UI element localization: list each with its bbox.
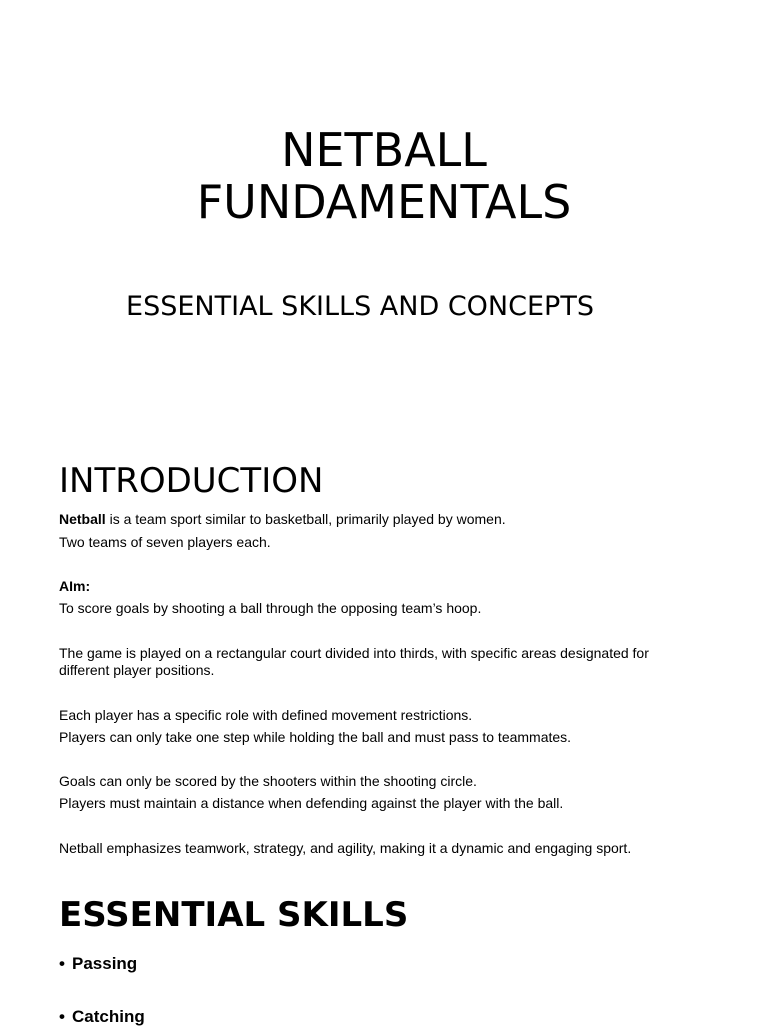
intro-line-1 (59, 511, 699, 528)
title-line-2: FUNDAMENTALS (196, 175, 572, 229)
introduction-heading: INTRODUCTION (59, 461, 324, 501)
title-line-1: NETBALL (281, 123, 487, 177)
aim-label: AIm: (59, 578, 91, 594)
court-text: The game is played on a rectangular court divided into thirds, with specific areas designated for different player positions. (59, 645, 649, 678)
list-item-label: Passing (72, 954, 138, 973)
goals-line-2: Players must maintain a distance when defending against the player with the ball. (59, 795, 564, 811)
goals-line-1: Goals can only be scored by the shooters within the shooting circle. (59, 773, 477, 789)
aim-text: To score goals by shooting a ball through the opposing team’s hoop. (59, 600, 482, 616)
intro-line-1-rest: is a team sport similar to basketball, primarily played by women. (105, 511, 506, 527)
essential-skills-heading: ESSENTIAL SKILLS (59, 895, 409, 935)
bullet-icon: • (59, 1007, 65, 1026)
list-item-label: Catching (72, 1007, 145, 1026)
bullet-icon: • (59, 954, 65, 973)
netball-bold-word: Netball (59, 511, 106, 527)
role-line-1: Each player has a specific role with defined movement restrictions. (59, 707, 473, 723)
document-subtitle: ESSENTIAL SKILLS AND CONCEPTS (126, 291, 594, 322)
document-title (0, 124, 768, 228)
list-item (59, 1006, 145, 1028)
list-item (59, 953, 137, 975)
intro-line-2: Two teams of seven players each. (59, 534, 271, 550)
role-line-2: Players can only take one step while holding the ball and must pass to teammates. (59, 729, 572, 745)
closing-text: Netball emphasizes teamwork, strategy, and agility, making it a dynamic and engaging sport. (59, 840, 632, 856)
